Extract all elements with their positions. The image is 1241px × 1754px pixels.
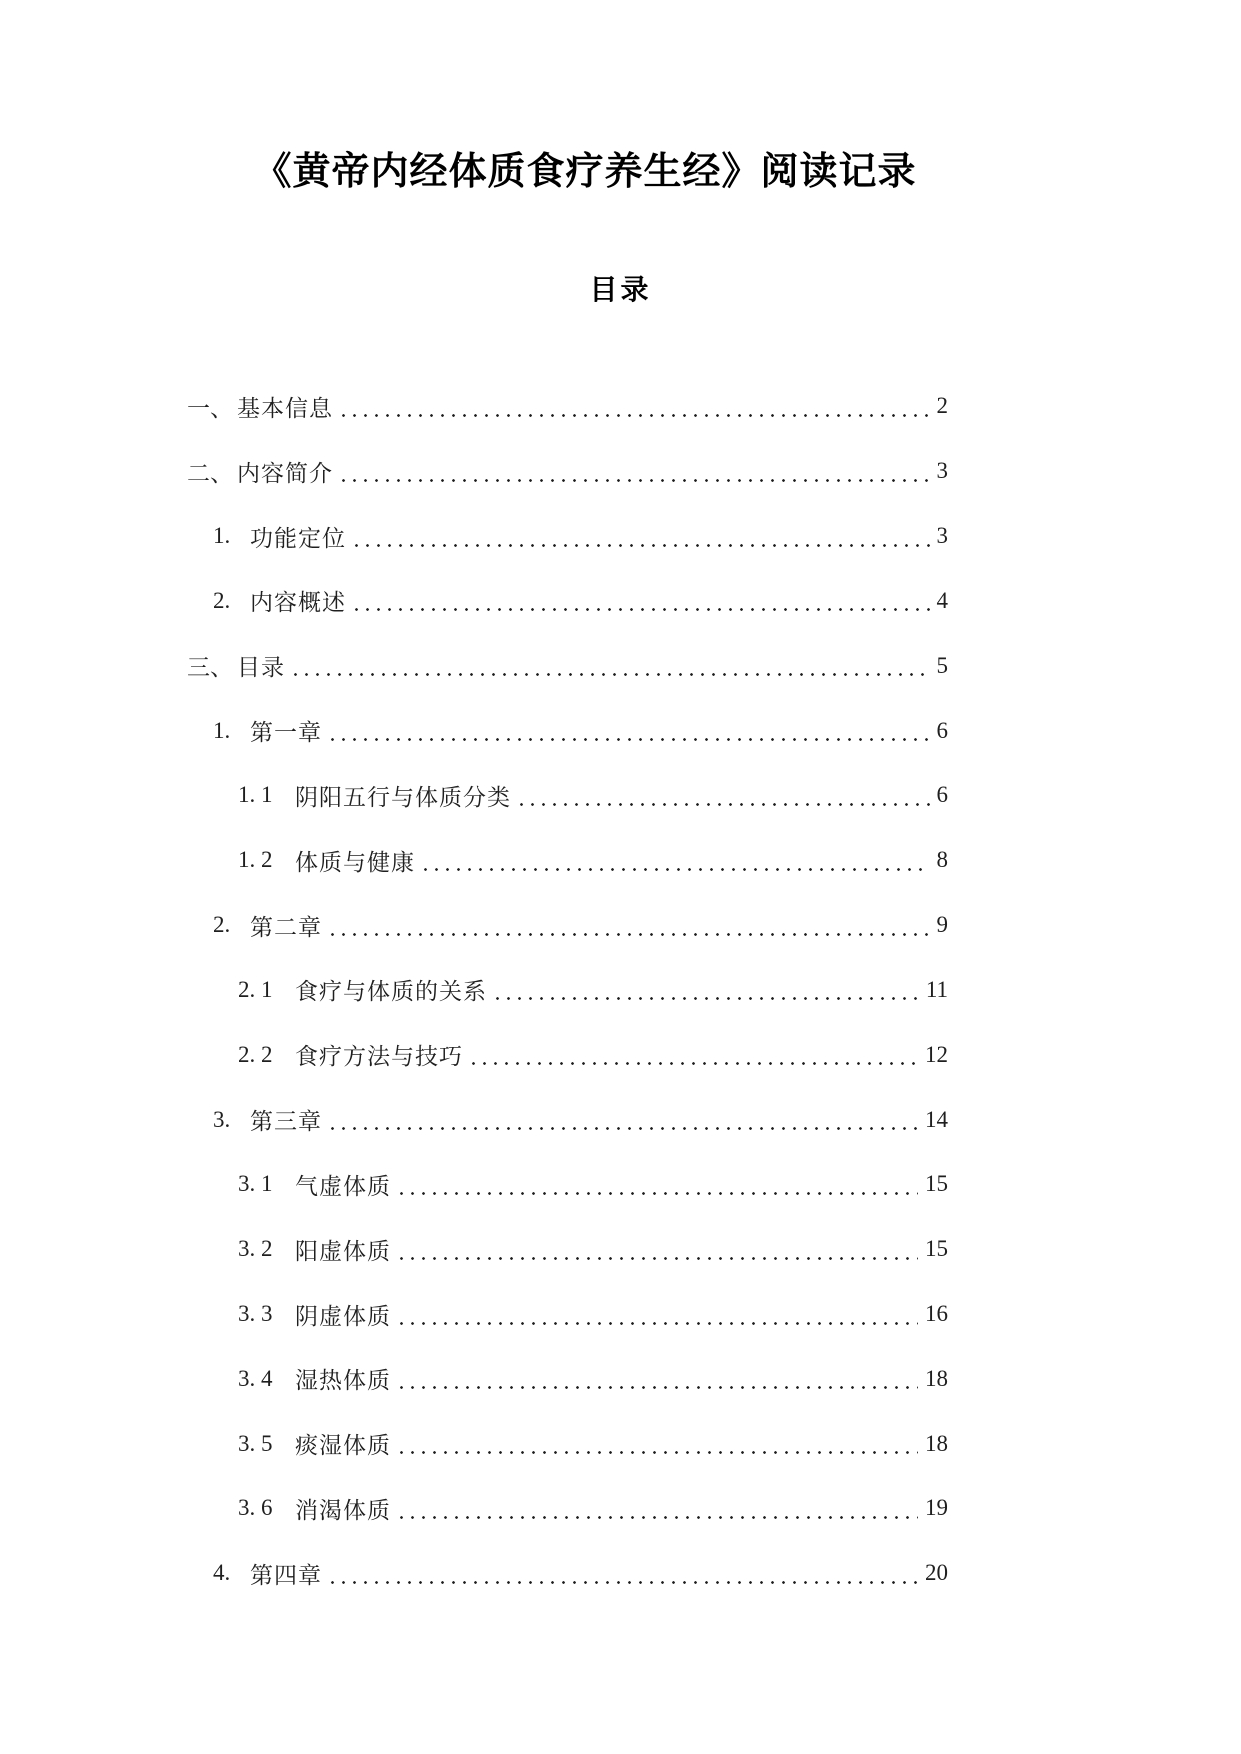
toc-entry[interactable] [238, 1476, 948, 1541]
toc-entry-number: 2. 1 [238, 976, 273, 1002]
toc-dot-leader [394, 1282, 918, 1347]
toc-entry-number: 1. 1 [238, 782, 273, 808]
toc-dot-leader [394, 1346, 918, 1411]
toc-dot-leader [394, 1217, 918, 1282]
toc-entry-label: 体质与健康 [295, 849, 415, 875]
toc-dot-leader [325, 1541, 918, 1606]
toc-page-number: 12 [925, 1041, 948, 1067]
toc-entry[interactable] [238, 1152, 948, 1217]
toc-entry-number: 二、 [187, 460, 233, 486]
toc-page-number: 6 [936, 782, 948, 808]
toc-entry[interactable] [213, 1541, 948, 1606]
toc-dot-leader [514, 763, 930, 828]
toc-entry-number: 2. 2 [238, 1041, 273, 1067]
toc-page-number: 20 [925, 1560, 948, 1586]
toc-entry-label: 阴虚体质 [295, 1303, 391, 1329]
toc-page-number: 18 [925, 1430, 948, 1456]
toc-entry-number: 3. 3 [238, 1301, 273, 1326]
toc-entry-label: 目录 [237, 655, 285, 681]
toc-entry[interactable] [238, 763, 948, 828]
toc-entry-label: 第三章 [250, 1109, 322, 1135]
toc-entry-label: 第一章 [250, 720, 322, 746]
toc-entry-number: 2. [213, 587, 231, 613]
toc-page-number: 3 [936, 523, 948, 549]
toc-page-number: 8 [936, 847, 948, 873]
toc-entry-label: 阳虚体质 [295, 1238, 391, 1264]
toc-page-number: 14 [925, 1106, 948, 1132]
toc-page-number: 11 [925, 976, 948, 1002]
toc-entry[interactable] [213, 568, 948, 633]
toc-dot-leader [418, 828, 930, 893]
toc-entry[interactable] [238, 1346, 948, 1411]
toc-dot-leader [336, 374, 930, 439]
table-of-contents [187, 374, 948, 1606]
toc-entry-number: 三、 [187, 655, 233, 681]
toc-dot-leader [288, 633, 930, 698]
toc-entry-number: 3. 2 [238, 1236, 273, 1262]
toc-page-number: 16 [925, 1301, 948, 1326]
toc-entry-number: 3. [213, 1106, 231, 1132]
toc-entry-number: 1. 2 [238, 847, 273, 873]
toc-entry-label: 气虚体质 [295, 1173, 391, 1199]
toc-page-number: 5 [936, 652, 948, 678]
toc-page-number: 18 [925, 1365, 948, 1391]
toc-entry-label: 痰湿体质 [295, 1433, 391, 1459]
toc-entry[interactable] [187, 374, 948, 439]
toc-dot-leader [349, 504, 930, 569]
toc-entry[interactable] [213, 1087, 948, 1152]
toc-entry-number: 2. [213, 912, 231, 938]
toc-entry[interactable] [238, 1217, 948, 1282]
toc-entry[interactable] [238, 828, 948, 893]
toc-entry-label: 阴阳五行与体质分类 [295, 784, 511, 810]
toc-entry-label: 消渴体质 [295, 1497, 391, 1523]
toc-page-number: 19 [925, 1495, 948, 1521]
toc-entry-number: 1. [213, 523, 231, 549]
toc-page-number: 4 [936, 587, 948, 613]
toc-page-number: 15 [925, 1236, 948, 1262]
toc-entry-number: 3. 1 [238, 1171, 273, 1197]
toc-entry-label: 第四章 [250, 1562, 322, 1588]
toc-entry[interactable] [213, 893, 948, 958]
toc-dot-leader [349, 568, 930, 633]
toc-entry-label: 食疗与体质的关系 [295, 979, 487, 1005]
toc-entry-number: 3. 4 [238, 1365, 273, 1391]
toc-entry[interactable] [213, 504, 948, 569]
toc-entry-label: 食疗方法与技巧 [295, 1044, 463, 1070]
toc-dot-leader [466, 1022, 918, 1087]
toc-entry-number: 1. [213, 717, 231, 743]
toc-entry[interactable] [238, 1282, 948, 1347]
toc-entry-label: 湿热体质 [295, 1368, 391, 1394]
toc-dot-leader [325, 893, 930, 958]
toc-entry[interactable] [187, 633, 948, 698]
document-title: 《黄帝内经体质食疗养生经》阅读记录 [253, 151, 917, 193]
toc-page-number: 2 [936, 393, 948, 419]
toc-entry-label: 内容简介 [237, 460, 333, 486]
toc-page-number: 6 [936, 717, 948, 743]
toc-entry-label: 第二章 [250, 914, 322, 940]
toc-entry-number: 一、 [187, 395, 233, 421]
toc-entry-number: 4. [213, 1560, 231, 1586]
toc-entry-label: 内容概述 [250, 590, 346, 616]
toc-entry-number: 3. 5 [238, 1430, 273, 1456]
toc-dot-leader [394, 1411, 918, 1476]
toc-entry[interactable] [238, 1022, 948, 1087]
toc-dot-leader [325, 1087, 918, 1152]
toc-dot-leader [490, 957, 919, 1022]
toc-entry[interactable] [238, 957, 948, 1022]
toc-entry-number: 3. 6 [238, 1495, 273, 1521]
toc-page-number: 15 [925, 1171, 948, 1197]
toc-dot-leader [325, 698, 930, 763]
toc-page-number: 3 [936, 458, 948, 484]
toc-entry-label: 基本信息 [237, 395, 333, 421]
toc-dot-leader [336, 439, 930, 504]
toc-page-number: 9 [936, 912, 948, 938]
toc-entry[interactable] [213, 698, 948, 763]
toc-entry[interactable] [187, 439, 948, 504]
toc-entry-label: 功能定位 [250, 525, 346, 551]
toc-dot-leader [394, 1152, 918, 1217]
toc-entry[interactable] [238, 1411, 948, 1476]
toc-heading: 目录 [589, 275, 652, 306]
toc-dot-leader [394, 1476, 918, 1541]
